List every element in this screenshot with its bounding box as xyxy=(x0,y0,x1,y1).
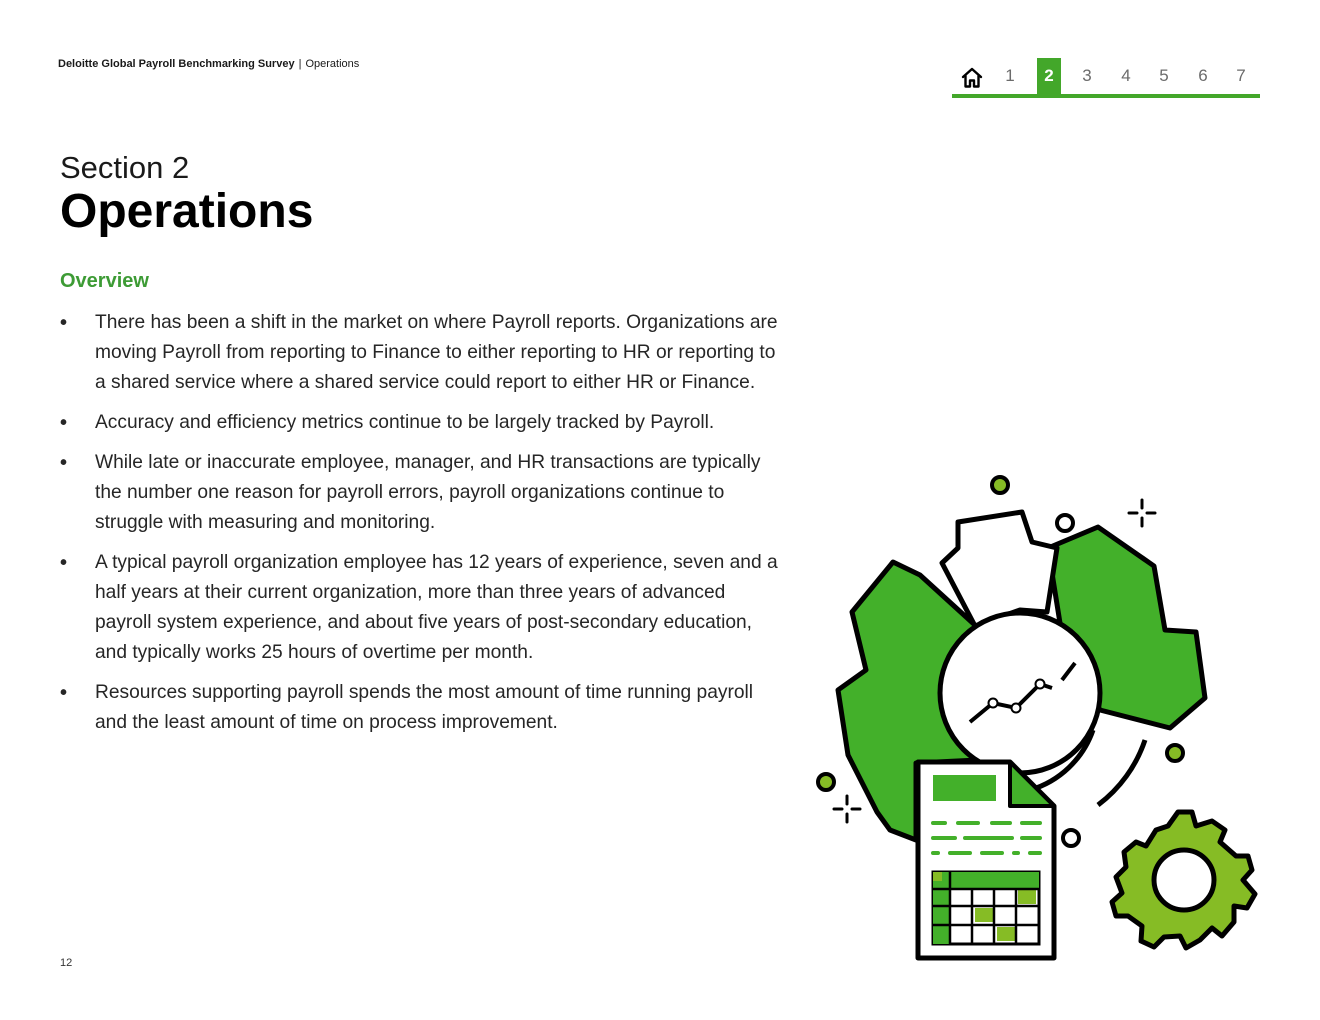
gears-calculator-illustration xyxy=(800,460,1270,970)
bullet-text: Resources supporting payroll spends the most amount of time running payroll and the least amount of time on process improvement. xyxy=(95,682,754,733)
list-item xyxy=(60,408,780,438)
bullet-icon: • xyxy=(60,682,68,704)
page-number: 12 xyxy=(60,957,73,969)
bullet-text: A typical payroll organization employee has 12 years of experience, seven and a half years at their current organization, more than three years of advanced payroll system experience, and about five years of post-secondary education, and typically works 25 hours of overtime per month. xyxy=(95,552,778,663)
bullet-icon: • xyxy=(60,452,68,474)
nav-item-5[interactable]: 5 xyxy=(1159,66,1169,85)
header-separator: | xyxy=(298,58,302,70)
page-title: Operations xyxy=(60,185,314,238)
list-item xyxy=(60,308,780,398)
document-header xyxy=(58,58,359,70)
nav-item-4[interactable]: 4 xyxy=(1121,66,1131,85)
nav-item-7[interactable]: 7 xyxy=(1236,66,1246,85)
list-item xyxy=(60,448,780,538)
bullet-icon: • xyxy=(60,412,68,434)
overview-bullet-list xyxy=(60,308,780,748)
section-navigation xyxy=(952,58,1260,98)
home-icon[interactable] xyxy=(960,66,984,90)
overview-heading: Overview xyxy=(60,270,149,292)
bullet-icon: • xyxy=(60,552,68,574)
bullet-text: There has been a shift in the market on where Payroll reports. Organizations are moving Payroll from reporting to Finance to either reporting to HR or reporting to a shared service where a shared service could report to either HR or Finance. xyxy=(95,312,778,393)
list-item xyxy=(60,678,780,738)
nav-underline xyxy=(952,94,1260,98)
nav-item-3[interactable]: 3 xyxy=(1082,66,1092,85)
bullet-text: Accuracy and efficiency metrics continue to be largely tracked by Payroll. xyxy=(95,412,715,433)
bullet-text: While late or inaccurate employee, manager, and HR transactions are typically the number one reason for payroll errors, payroll organizations continue to struggle with measuring and monitoring. xyxy=(95,452,761,533)
nav-item-6[interactable]: 6 xyxy=(1198,66,1208,85)
bullet-icon: • xyxy=(60,312,68,334)
survey-title: Deloitte Global Payroll Benchmarking Survey xyxy=(58,58,295,70)
nav-item-1[interactable]: 1 xyxy=(1005,66,1015,85)
header-section: Operations xyxy=(305,58,360,70)
section-label: Section 2 xyxy=(60,150,190,185)
list-item xyxy=(60,548,780,668)
nav-item-2[interactable]: 2 xyxy=(1037,58,1061,94)
